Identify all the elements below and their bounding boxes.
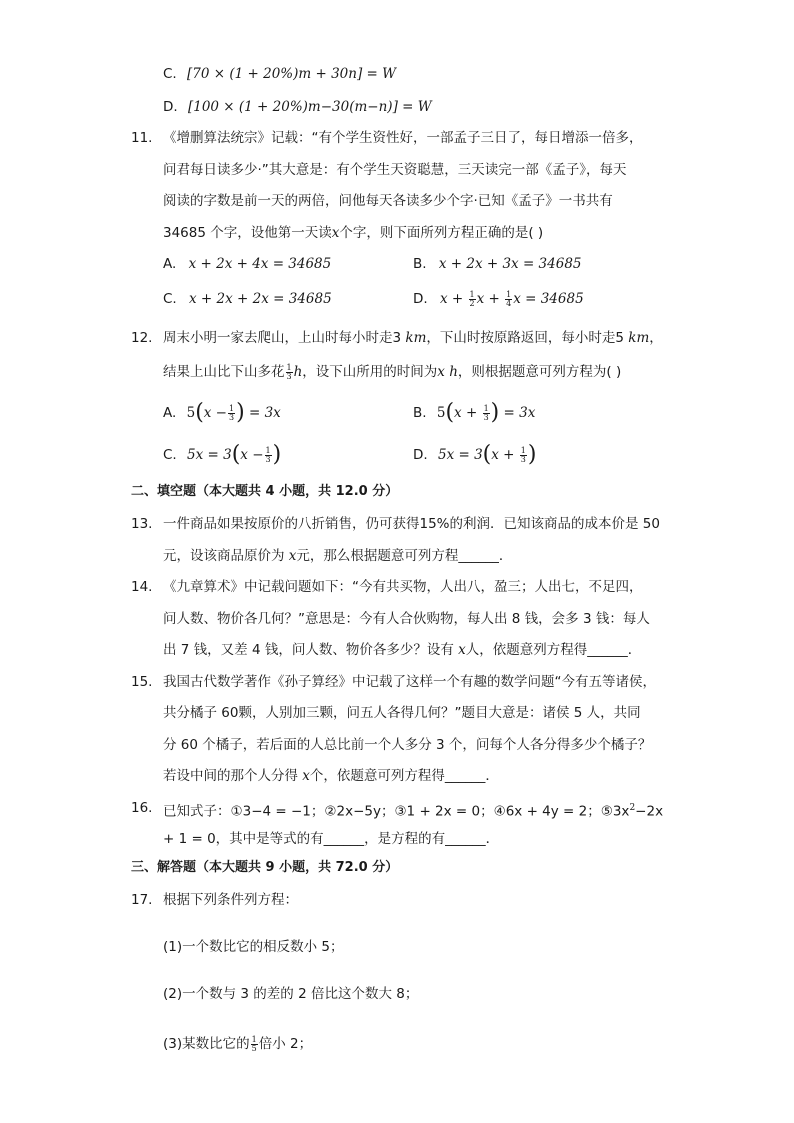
question-number: 15.	[131, 674, 153, 690]
q15-line-1: 我国古代数学著作《孙子算经》中记载了这样一个有趣的数学问题“今有五等诸侯，	[163, 674, 656, 690]
q17-line-1: 根据下列条件列方程：	[163, 892, 298, 908]
option-expr: x +	[476, 291, 500, 307]
option-expr: x +	[454, 405, 478, 421]
q12-line-2	[163, 362, 621, 382]
option-expr: x + 2x + 3x = 34685	[438, 256, 582, 272]
var: x	[288, 548, 297, 564]
q11-option-d	[413, 289, 584, 309]
option-expr: x +	[439, 291, 464, 307]
option-expr: [70 × (1 + 20%)m + 30n] = W	[187, 66, 396, 82]
denominator: 3	[520, 454, 526, 464]
q15-line-2: 共分橘子 60颗，人别加三颗，问五人各得几何？”题目大意是：诸侯 5 人，共同	[163, 705, 641, 721]
denominator: 3	[286, 371, 292, 381]
q11-line-1: 《增删算法统宗》记载：“有个学生资性好，一部孟子三日了，每日增添一倍多，	[163, 130, 643, 146]
q13-line-2	[163, 546, 512, 566]
q10-option-c	[163, 64, 396, 84]
text: 结果上山比下山多花	[163, 364, 285, 380]
text: −2x	[635, 803, 664, 820]
denominator: 3	[483, 412, 489, 422]
q17-part-3	[163, 1034, 312, 1054]
option-expr: = 3x	[248, 405, 281, 421]
text: 元，设该商品原价为	[163, 548, 289, 564]
fraction	[520, 447, 527, 464]
q17-part-2: (2)一个数与 3 的差的 2 倍比这个数大 8；	[163, 986, 419, 1002]
fraction	[265, 447, 272, 464]
q11-option-c	[163, 289, 332, 309]
numerator: 1	[483, 403, 489, 413]
q12-option-b	[413, 400, 536, 425]
option-expr: x −	[203, 405, 227, 421]
text: ，下山时按原路返回，每小时走5	[426, 330, 629, 346]
option-label: C.	[163, 66, 177, 82]
option-label: C.	[163, 291, 177, 307]
q15-line-4	[163, 766, 499, 786]
text: (3)某数比它的	[163, 1036, 250, 1052]
denominator: 3	[265, 454, 271, 464]
q12-line-1	[163, 328, 663, 348]
q11-line-3: 阅读的字数是前一天的两倍，问他每天各读多少个字·已知《孟子》一书共有	[163, 193, 613, 209]
right-paren: )	[527, 442, 537, 467]
numerator: 1	[520, 445, 526, 455]
q14-line-1: 《九章算术》中记载问题如下：“今有共买物，人出八，盈三；人出七，不足四，	[163, 579, 643, 595]
question-number: 13.	[131, 516, 153, 532]
numerator: 1	[286, 362, 292, 372]
option-expr: [100 × (1 + 20%)m−30(m−n)] = W	[187, 99, 432, 115]
option-expr: x = 34685	[513, 291, 584, 307]
numerator: 1	[265, 445, 271, 455]
text: 人，依题意列方程得______．	[465, 642, 642, 658]
option-expr: 5x = 3	[437, 447, 483, 463]
option-label: C.	[163, 447, 177, 463]
text: 出 7 钱，又差 4 钱，问人数、物价各多少？设有	[163, 642, 459, 658]
text: 个，依题意可列方程得______．	[309, 768, 499, 784]
fraction	[469, 291, 476, 308]
fraction	[505, 291, 512, 308]
numerator: 1	[506, 289, 512, 299]
option-label: A.	[163, 256, 177, 272]
denominator: 3	[229, 412, 235, 422]
var: x	[458, 642, 466, 658]
exponent: 2	[629, 803, 636, 813]
text: 元，那么根据题意可列方程______．	[296, 548, 513, 564]
option-label: A.	[163, 405, 177, 421]
option-expr: x + 2x + 2x = 34685	[189, 291, 332, 307]
text: ，则根据题意可列方程为( )	[457, 364, 622, 380]
text: 周末小明一家去爬山，上山时每小时走3	[163, 330, 406, 346]
q13-line-1: 一件商品如果按原价的八折销售，仍可获得15%的利润．已知该商品的成本价是 50	[163, 516, 660, 532]
question-number: 16.	[131, 800, 153, 816]
text: 34685 个字，设他第一天读	[163, 225, 332, 241]
section-heading: 二、填空题（本大题共 4 小题，共 12.0 分）	[131, 484, 399, 499]
option-expr: 5x = 3	[187, 447, 232, 463]
unit: km	[405, 330, 427, 346]
question-number: 14.	[131, 579, 153, 595]
option-expr: x + 2x + 4x = 34685	[188, 256, 332, 272]
left-paren: (	[482, 442, 492, 467]
denominator: 2	[469, 298, 475, 308]
option-expr: = 3x	[503, 405, 536, 421]
text: 个字，则下面所列方程正确的是( )	[339, 225, 544, 241]
right-paren: )	[272, 442, 282, 467]
left-paren: (	[195, 400, 204, 425]
q12-option-d	[413, 442, 537, 467]
option-expr: x −	[240, 447, 264, 463]
unit: h	[293, 364, 303, 380]
left-paren: (	[445, 400, 455, 425]
numerator: 1	[469, 289, 475, 299]
var: x	[331, 225, 340, 241]
option-expr: 5	[186, 405, 196, 421]
text: 已知式子：①3−4 = −1；②2x−5y；③1 + 2x = 0；④6x + 4y = 2；⑤3x	[163, 803, 630, 820]
q17-part-1: (1)一个数比它的相反数小 5；	[163, 939, 344, 955]
q16-line-1	[163, 798, 663, 822]
question-number: 11.	[131, 130, 153, 146]
q16-line-2: + 1 = 0，其中是等式的有______，是方程的有______．	[163, 831, 500, 847]
fraction	[286, 364, 293, 381]
q11-option-b	[413, 254, 582, 274]
question-number: 12.	[131, 330, 153, 346]
q11-line-2: 问君每日读多少·”其大意是：有个学生天资聪慧，三天读完一部《孟子》，每天	[163, 162, 627, 178]
text: ，设下山所用的时间为	[302, 364, 438, 380]
q14-line-3	[163, 640, 641, 660]
section-heading: 三、解答题（本大题共 9 小题，共 72.0 分）	[131, 860, 399, 875]
unit: km	[628, 330, 650, 346]
option-label: D.	[163, 99, 178, 115]
option-label: D.	[413, 291, 428, 307]
fraction	[228, 405, 235, 422]
denominator: 4	[506, 298, 512, 308]
q11-line-4	[163, 223, 543, 243]
text: ，	[649, 330, 663, 346]
numerator: 1	[251, 1034, 257, 1044]
q15-line-3: 分 60 个橘子，若后面的人总比前一个人多分 3 个，问每个人各分得多少个橘子？	[163, 737, 652, 753]
q10-option-d	[163, 97, 432, 117]
q11-option-a	[163, 254, 331, 274]
denominator: 5	[251, 1043, 257, 1053]
option-expr: 5	[436, 405, 446, 421]
option-label: B.	[413, 405, 427, 421]
option-label: B.	[413, 256, 427, 272]
right-paren: )	[490, 400, 500, 425]
q14-line-2: 问人数、物价各几何？”意思是：今有人合伙购物，每人出 8 钱，会多 3 钱：每人	[163, 611, 650, 627]
var: x	[302, 768, 310, 784]
right-paren: )	[236, 400, 245, 425]
question-number: 17.	[131, 892, 153, 908]
text: 若设中间的那个人分得	[163, 768, 303, 784]
var: x h	[437, 364, 458, 380]
option-expr: x +	[491, 447, 515, 463]
text: 倍小 2；	[258, 1036, 313, 1052]
fraction	[483, 405, 490, 422]
option-label: D.	[413, 447, 428, 463]
fraction	[251, 1036, 258, 1053]
q12-option-a	[163, 400, 281, 425]
q12-option-c	[163, 442, 282, 467]
left-paren: (	[231, 442, 241, 467]
numerator: 1	[229, 403, 235, 413]
